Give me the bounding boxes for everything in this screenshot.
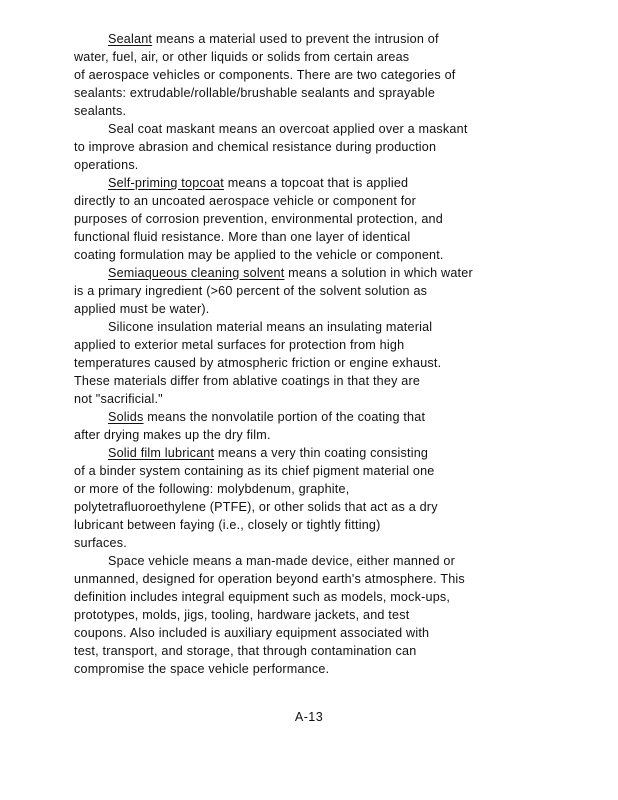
body-line: after drying makes up the dry film.	[74, 428, 271, 442]
body-line: sealants.	[74, 104, 127, 118]
body-line: is a primary ingredient (>60 percent of the solvent solution as	[74, 284, 428, 298]
body-line: coupons. Also included is auxiliary equipment associated with	[74, 626, 430, 640]
body-line: functional fluid resistance. More than one layer of identical	[74, 230, 411, 244]
body-line: definition includes integral equipment such as models, mock-ups,	[74, 590, 451, 604]
body-line: test, transport, and storage, that through contamination can	[74, 644, 417, 658]
body-line: prototypes, molds, jigs, tooling, hardware jackets, and test	[74, 608, 410, 622]
body-line: of aerospace vehicles or components. There are two categories of	[74, 68, 456, 82]
definition-semiaqueous-cleaning-solvent-line-1: Semiaqueous cleaning solvent means a solution in which water	[108, 266, 473, 280]
body-line: coating formulation may be applied to the vehicle or component.	[74, 248, 444, 262]
body-line: of a binder system containing as its chief pigment material one	[74, 464, 435, 478]
body-line: purposes of corrosion prevention, environmental protection, and	[74, 212, 443, 226]
definition-solids-line-1: Solids means the nonvolatile portion of the coating that	[108, 410, 426, 424]
body-line: lubricant between faying (i.e., closely or tightly fitting)	[74, 518, 381, 532]
body-line: unmanned, designed for operation beyond earth's atmosphere. This	[74, 572, 465, 586]
definition-solid-film-lubricant-line-1: Solid film lubricant means a very thin coating consisting	[108, 446, 429, 460]
body-line: temperatures caused by atmospheric friction or engine exhaust.	[74, 356, 442, 370]
body-line: operations.	[74, 158, 139, 172]
page-number: A-13	[294, 710, 324, 724]
body-line: or more of the following: molybdenum, graphite,	[74, 482, 350, 496]
term-solids: Solids	[108, 410, 144, 424]
body-line: These materials differ from ablative coatings in that they are	[74, 374, 421, 388]
definition-seal-coat-maskant-line-1: Seal coat maskant means an overcoat applied over a maskant	[108, 122, 468, 136]
term-semiaqueous-cleaning-solvent: Semiaqueous cleaning solvent	[108, 266, 285, 280]
term-solid-film-lubricant: Solid film lubricant	[108, 446, 215, 460]
body-line: to improve abrasion and chemical resistance during production	[74, 140, 437, 154]
term-self-priming-topcoat: Self-priming topcoat	[108, 176, 224, 190]
definition-silicone-insulation-material-line-1: Silicone insulation material means an insulating material	[108, 320, 433, 334]
body-line: compromise the space vehicle performance.	[74, 662, 330, 676]
body-line: not "sacrificial."	[74, 392, 163, 406]
body-line: sealants: extrudable/rollable/brushable sealants and sprayable	[74, 86, 436, 100]
body-line: surfaces.	[74, 536, 127, 550]
body-line: applied must be water).	[74, 302, 210, 316]
definition-sealant-line-1: Sealant means a material used to prevent the intrusion of	[108, 32, 439, 46]
body-line: polytetrafluoroethylene (PTFE), or other solids that act as a dry	[74, 500, 438, 514]
body-line: applied to exterior metal surfaces for protection from high	[74, 338, 405, 352]
definition-space-vehicle-line-1: Space vehicle means a man-made device, either manned or	[108, 554, 456, 568]
definition-self-priming-topcoat-line-1: Self-priming topcoat means a topcoat that is applied	[108, 176, 409, 190]
body-line: directly to an uncoated aerospace vehicle or component for	[74, 194, 417, 208]
term-sealant: Sealant	[108, 32, 153, 46]
body-line: water, fuel, air, or other liquids or solids from certain areas	[74, 50, 410, 64]
